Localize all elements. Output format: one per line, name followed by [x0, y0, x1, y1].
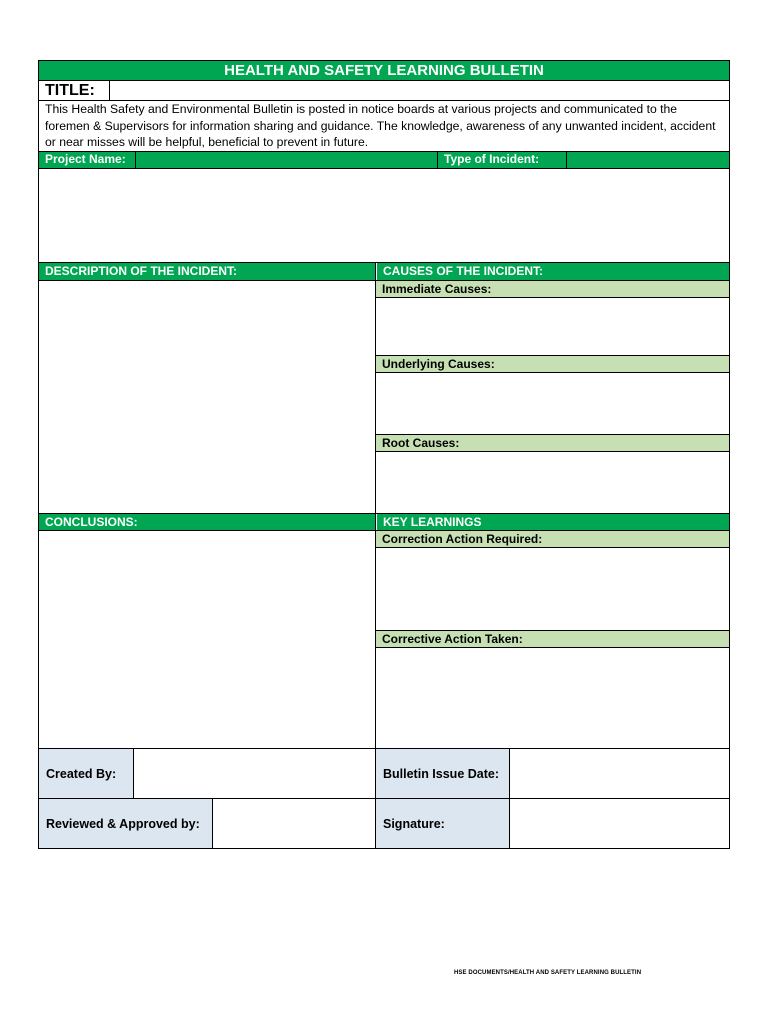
underlying-causes-label: Underlying Causes: — [376, 356, 729, 372]
description-field[interactable] — [39, 281, 375, 513]
reviewed-approved-field[interactable] — [213, 799, 375, 848]
signature-label: Signature: — [376, 799, 509, 848]
description-header: DESCRIPTION OF THE INCIDENT: — [39, 263, 375, 280]
created-by-label: Created By: — [39, 749, 133, 798]
corrective-taken-label: Corrective Action Taken: — [376, 631, 729, 647]
intro-text: This Health Safety and Environmental Bulletin is posted in notice boards at various projects and communicated to the foremen & Supervisors for information sharing and guidance. The knowledge, awareness of any unwanted incident, accident or near misses will be helpful, beneficial to prevent in future. — [45, 102, 716, 149]
immediate-causes-field[interactable] — [376, 298, 729, 355]
type-of-incident-field[interactable] — [567, 151, 729, 168]
issue-date-field[interactable] — [510, 749, 729, 798]
conclusions-header: CONCLUSIONS: — [39, 514, 375, 530]
type-of-incident-label: Type of Incident: — [444, 152, 540, 166]
incident-details-field[interactable] — [39, 169, 729, 262]
project-name-label: Project Name: — [45, 152, 126, 166]
immediate-causes-label: Immediate Causes: — [376, 281, 729, 297]
conclusions-field[interactable] — [39, 531, 375, 748]
issue-date-label: Bulletin Issue Date: — [376, 749, 509, 798]
key-learnings-header: KEY LEARNINGS — [377, 514, 729, 530]
root-causes-field[interactable] — [376, 452, 729, 513]
document-footer: HSE DOCUMENTS/HEALTH AND SAFETY LEARNING BULLETIN — [454, 970, 642, 976]
created-by-field[interactable] — [134, 749, 375, 798]
correction-required-field[interactable] — [376, 548, 729, 630]
bulletin-heading: HEALTH AND SAFETY LEARNING BULLETIN — [39, 61, 729, 80]
causes-header: CAUSES OF THE INCIDENT: — [377, 263, 729, 280]
title-label: TITLE: — [45, 82, 95, 99]
project-name-field[interactable] — [136, 151, 437, 168]
correction-required-label: Correction Action Required: — [376, 531, 729, 547]
underlying-causes-field[interactable] — [376, 373, 729, 434]
corrective-taken-field[interactable] — [376, 648, 729, 748]
root-causes-label: Root Causes: — [376, 435, 729, 451]
reviewed-approved-label: Reviewed & Approved by: — [39, 799, 212, 848]
title-field[interactable] — [110, 81, 729, 100]
signature-field[interactable] — [510, 799, 729, 848]
